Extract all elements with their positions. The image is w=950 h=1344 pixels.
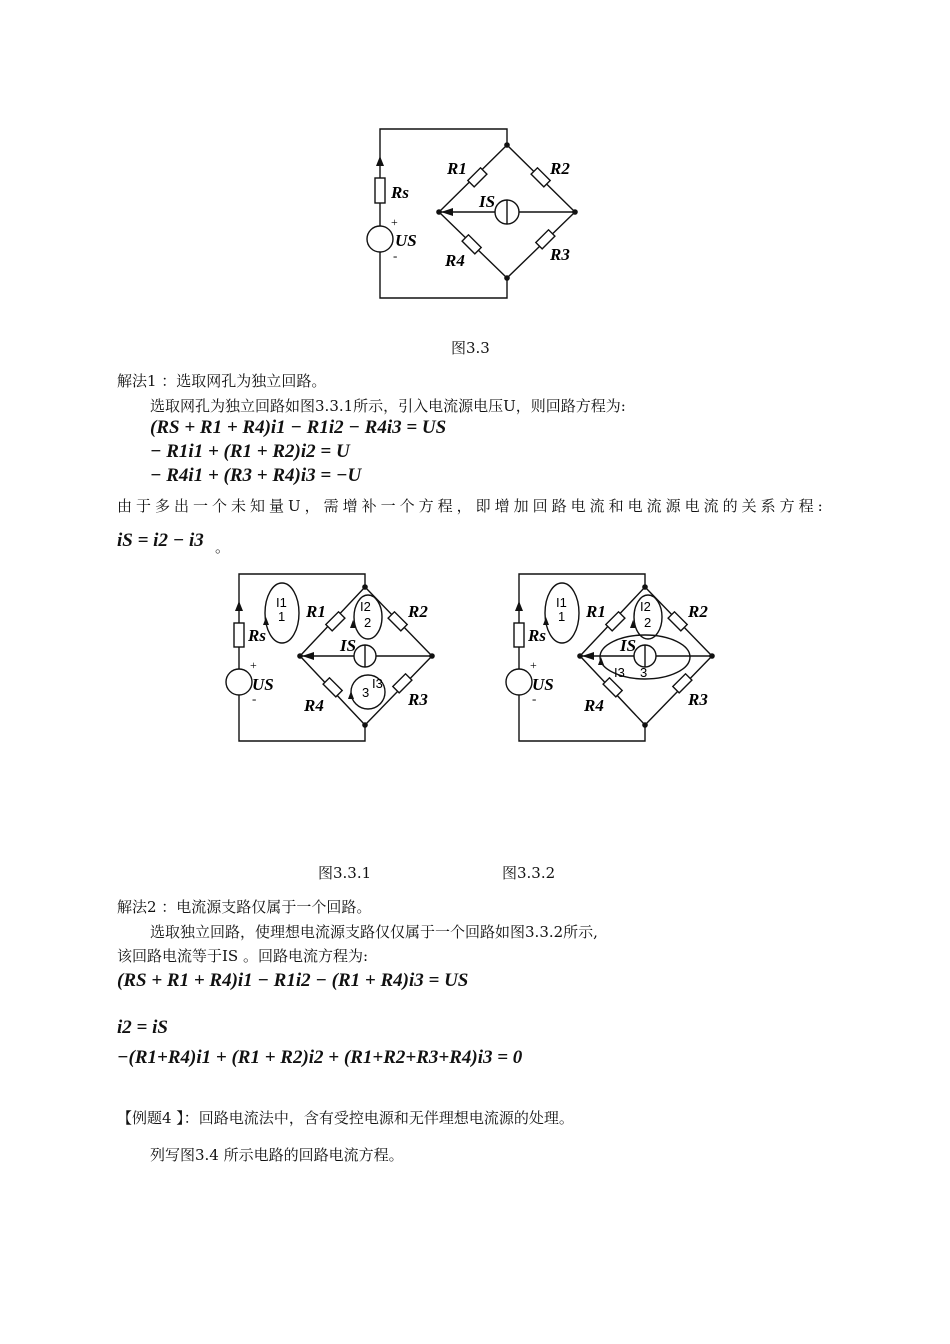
- label-loop-3-number: 3: [362, 685, 370, 700]
- label-r3: R3: [550, 245, 570, 264]
- label-loop-2-number: 2: [364, 615, 372, 630]
- label-r2: R2: [408, 602, 428, 621]
- label-r1: R1: [447, 159, 467, 178]
- label-plus: +: [530, 658, 537, 672]
- label-r2: R2: [688, 602, 708, 621]
- method1-equation-4-end: 。: [215, 538, 231, 556]
- method1-supplement: 由于多出一个未知量U，需增补一个方程，即增加回路电流和电流源电流的关系方程:: [117, 497, 827, 515]
- label-loop-1: I1: [556, 595, 567, 610]
- label-us: US: [252, 675, 274, 694]
- label-r1: R1: [306, 602, 326, 621]
- method1-heading: 解法1 ：选取网孔为独立回路。: [117, 372, 327, 390]
- method2-equation-2: i2 = iS: [117, 1017, 168, 1038]
- label-loop-2: I2: [360, 599, 371, 614]
- label-plus: +: [250, 658, 257, 672]
- label-minus: -: [393, 248, 398, 263]
- label-plus: +: [391, 215, 398, 229]
- figure-3-3-2-circuit: [500, 565, 730, 755]
- label-r4: R4: [304, 696, 324, 715]
- label-rs: Rs: [248, 626, 266, 645]
- method2-line-1: 选取独立回路，使理想电流源支路仅仅属于一个回路如图3.3.2所示,: [150, 923, 598, 941]
- label-us: US: [395, 231, 417, 250]
- label-us: US: [532, 675, 554, 694]
- label-loop-3: I3: [372, 676, 383, 691]
- method2-heading: 解法2 ：电流源支路仅属于一个回路。: [117, 898, 372, 916]
- example4-title: 【例题4 】：回路电流法中，含有受控电源和无伴理想电流源的处理。: [117, 1109, 574, 1127]
- label-loop-1: I1: [276, 595, 287, 610]
- method1-equation-3: − R4i1 + (R3 + R4)i3 = −U: [150, 465, 362, 486]
- label-r4: R4: [445, 251, 465, 270]
- label-r4: R4: [584, 696, 604, 715]
- label-rs: Rs: [528, 626, 546, 645]
- method2-line-2: 该回路电流等于IS 。回路电流方程为:: [117, 947, 369, 965]
- label-r1: R1: [586, 602, 606, 621]
- figure-3-3-1-circuit: [220, 565, 450, 755]
- label-is: IS: [340, 636, 357, 655]
- method2-equation-1: (RS + R1 + R4)i1 − R1i2 − (R1 + R4)i3 = US: [117, 970, 469, 991]
- label-r3: R3: [408, 690, 428, 709]
- method2-equation-3: −(R1+R4)i1 + (R1 + R2)i2 + (R1+R2+R3+R4)i3 = 0: [117, 1047, 523, 1068]
- figure-3-3-2-caption: 图3.3.2: [502, 864, 556, 882]
- method1-intro: 选取网孔为独立回路如图3.3.1所示，引入电流源电压U，则回路方程为:: [150, 397, 626, 415]
- label-loop-1-number: 1: [278, 609, 286, 624]
- label-loop-3-number: 3: [640, 665, 648, 680]
- label-rs: Rs: [391, 183, 409, 202]
- label-is: IS: [479, 192, 496, 211]
- figure-3-3-circuit: [355, 118, 595, 308]
- label-r3: R3: [688, 690, 708, 709]
- example4-text: 列写图3.4 所示电路的回路电流方程。: [150, 1146, 404, 1164]
- label-minus: -: [532, 691, 537, 706]
- label-loop-2-number: 2: [644, 615, 652, 630]
- method1-equation-1: (RS + R1 + R4)i1 − R1i2 − R4i3 = US: [150, 417, 447, 438]
- label-loop-1-number: 1: [558, 609, 566, 624]
- method1-equation-2: − R1i1 + (R1 + R2)i2 = U: [150, 441, 350, 462]
- label-loop-2: I2: [640, 599, 651, 614]
- figure-3-3-caption: 图3.3: [451, 339, 490, 357]
- method1-equation-4: iS = i2 − i3: [117, 530, 204, 551]
- label-is: IS: [620, 636, 637, 655]
- label-r2: R2: [550, 159, 570, 178]
- label-loop-3: I3: [614, 665, 625, 680]
- figure-3-3-1-caption: 图3.3.1: [318, 864, 372, 882]
- label-minus: -: [252, 691, 257, 706]
